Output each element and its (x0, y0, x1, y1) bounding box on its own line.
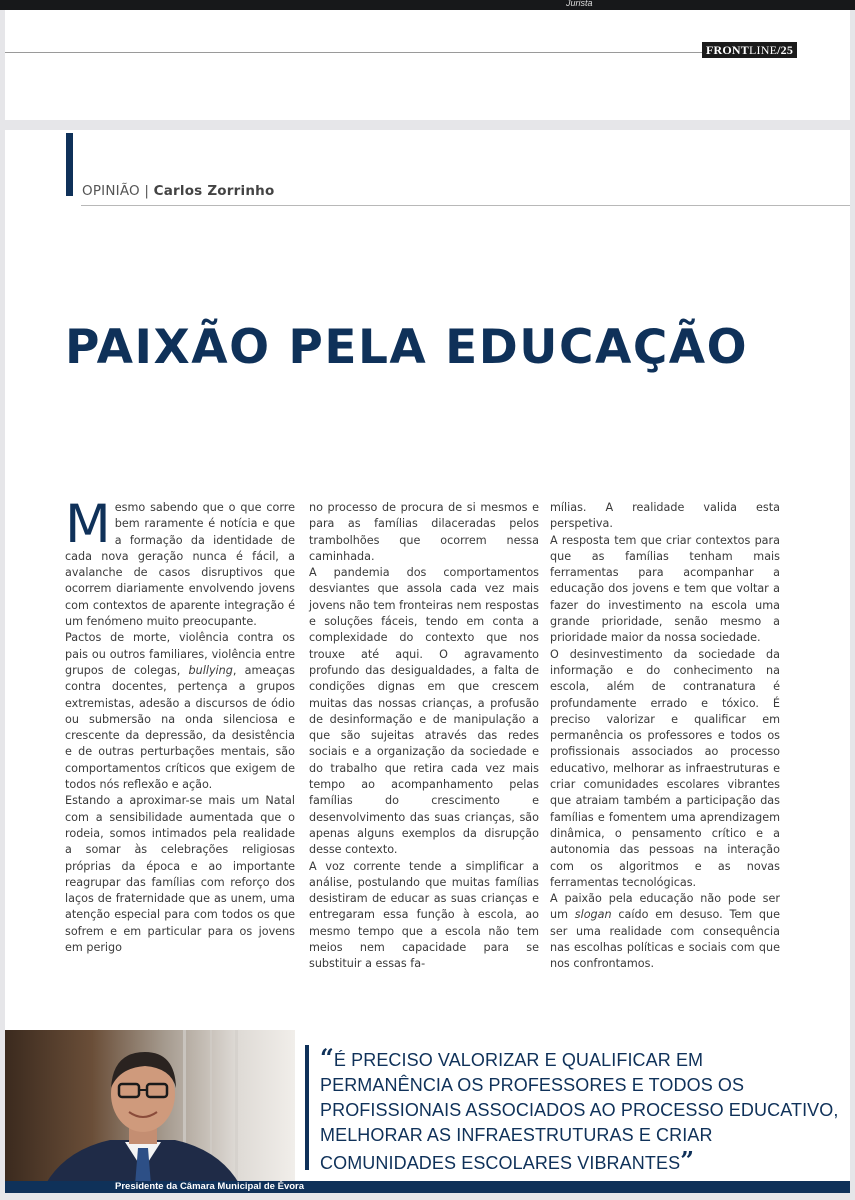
section-accent-bar (66, 133, 73, 196)
paragraph-text: Pactos de morte, violência contra os pais ou outros familiares, violência entre grupos de colegas, (65, 631, 295, 677)
open-quote-mark: “ (320, 1043, 334, 1072)
body-column-2 (309, 500, 539, 973)
kicker-rule (81, 205, 850, 206)
folio-name-light: LINE (749, 43, 778, 57)
article-title: PAIXÃO PELA EDUCAÇÃO (65, 320, 749, 375)
paragraph-text: , ameaças contra docentes, pertença a grupos extremistas, adesão a discursos de ódio ou submersão na onda silenciosa e crescente da depressão, da desistência e de outras perturbações mentais, são comportamentos críticos que exigem de todos nós reflexão e ação. (65, 663, 295, 792)
close-quote-mark: ” (680, 1146, 695, 1175)
italic-term: bullying (188, 663, 233, 677)
paragraph: mílias. A realidade valida esta perspetiva. (550, 501, 780, 531)
section-label: OPINIÃO (82, 183, 140, 199)
paragraph: A voz corrente tende a simplificar a análise, postulando que muitas famílias desistiram de educar as suas crianças e entregaram essa função à escola, ao mesmo tempo que a escola não tem meios nem capacidade para se substituir a essas fa- (309, 859, 539, 971)
photo-caption: Presidente da Câmara Municipal de Évora (115, 1181, 305, 1192)
portrait-illustration (5, 1030, 295, 1185)
paragraph-text: caído em desuso. Tem que ser uma realidade com consequência nas escolhas políticas e sociais com que nos confrontamos. (550, 908, 780, 971)
pullquote (320, 1045, 840, 1176)
paragraph: O desinvestimento da sociedade da informação e do conhecimento na escola, além de contranatura é profundamente errado e tóxico. É preciso valorizar e qualificar em permanência os professores e todos os profissionais associados ao processo educativo, melhorar as infraestruturas e criar comunidades escolares vibrantes que atraiam também a participação das famílias e fomentem uma aprendizagem dinâmica, o pensamento crítico e a autonomia das pessoas na interação com os algoritmos e as novas ferramentas tecnológicas. (550, 647, 780, 889)
kicker-separator: | (144, 183, 150, 199)
paragraph-text: A paixão pela educação não pode ser um (550, 892, 780, 922)
kicker (82, 183, 274, 199)
page-number: 25 (780, 43, 794, 57)
folio-name: FRONT (706, 43, 749, 57)
pullquote-text: É PRECISO VALORIZAR E QUALIFICAR EM PERMANÊNCIA OS PROFESSORES E TODOS OS PROFISSIONAIS ASSOCIADOS AO PROCESSO EDUCATIVO, MELHORAR AS INFRAESTRUTURAS E CRIAR COMUNIDADES ESCOLARES VIBRANTES (320, 1050, 839, 1173)
page-folio (702, 42, 797, 58)
paragraph: Estando a aproximar-se mais um Natal com a sensibilidade aumentada que o rodeia, somos intimados pela realidade a somar às celebrações religiosas próprias da época e ao importante reagrupar das famílias com reforço dos laços de fraternidade que as unem, uma atenção especial para com todos os que sofrem e em particular para os jovens em perigo (65, 794, 295, 955)
paragraph-text: esmo sabendo que o que corre bem raramente é notícia e que a formação da identidade de cada nova geração nunca é fácil, a avalanche de casos disruptivos que ocorrem diariamente envolvendo jovens com contextos de aparente integração é um fenómeno muito preocupante. (65, 501, 295, 629)
paragraph: A resposta tem que criar contextos para que as famílias tenham mais ferramentas para acompanhar a educação dos jovens e tem que voltar a fazer do investimento na escola uma grande prioridade, senão mesmo a prioridade maior da nossa sociedade. (550, 533, 780, 645)
body-column-1 (65, 494, 295, 956)
article-page (5, 130, 850, 1193)
paragraph: A pandemia dos comportamentos desviantes que assola cada vez mais jovens não tem fronteiras nem respostas e soluções fáceis, tendo em conta a complexidade do contexto que nos trouxe até aqui. O agravamento profundo das desigualdades, a falta de condições dignas em que crescem muitas das nossas crianças, a profusão de desinformação e de manipulação a que são sujeitas através das redes sociais e a organização da sociedade e do trabalho que retira cada vez mais tempo ao acompanhamento pelas famílias do crescimento e desenvolvimento das suas crianças, são apenas alguns exemplos da disrupção desse contexto. (309, 566, 539, 857)
pullquote-bar (305, 1045, 309, 1170)
header-rule (5, 52, 785, 53)
folio-separator: / (777, 43, 781, 57)
author-photo (5, 1030, 295, 1185)
paragraph (65, 494, 295, 630)
paragraph: no processo de procura de si mesmos e para as famílias dilaceradas pelos trambolhões que ocorrem nessa caminhada. (309, 501, 539, 563)
author-name: Carlos Zorrinho (153, 183, 275, 199)
body-column-3 (550, 500, 780, 973)
strip-label: Jurista (566, 0, 593, 8)
drop-cap: M (65, 494, 111, 555)
paragraph (65, 630, 295, 793)
previous-page-fragment (5, 10, 850, 120)
paragraph (550, 891, 780, 972)
top-strip (0, 0, 855, 10)
italic-term: slogan (574, 908, 612, 922)
